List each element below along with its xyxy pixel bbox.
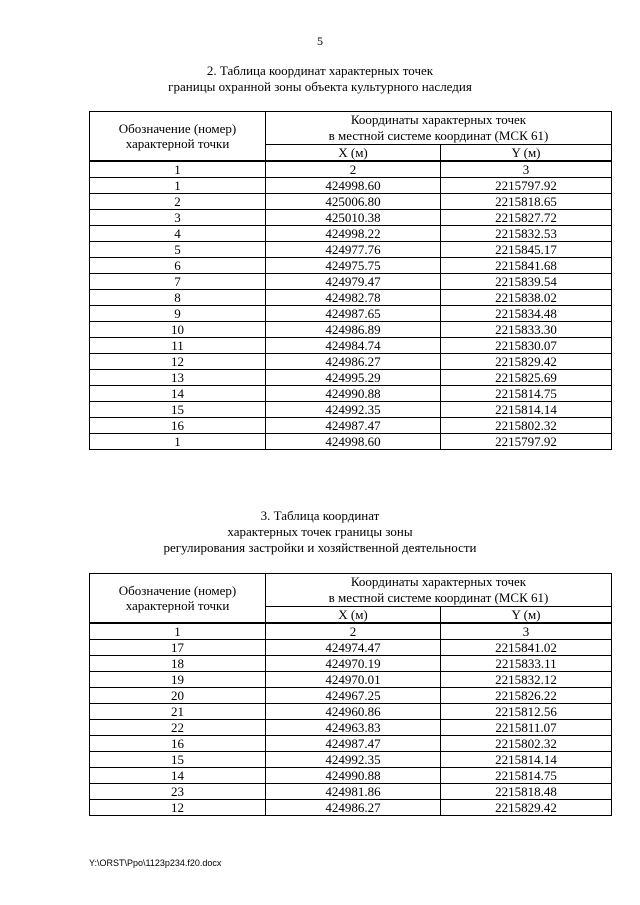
- header-point-label: [90, 574, 266, 624]
- x-coordinate-cell: 424974.47: [266, 640, 441, 656]
- column-numbering-row: [90, 623, 612, 640]
- point-number-cell: 5: [90, 242, 266, 258]
- column-number: 1: [90, 161, 266, 178]
- point-number-cell: 11: [90, 338, 266, 354]
- table-row: [90, 354, 612, 370]
- table-row: [90, 736, 612, 752]
- table-row: [90, 290, 612, 306]
- y-coordinate-cell: 2215826.22: [441, 688, 612, 704]
- table-row: [90, 672, 612, 688]
- header-x: X (м): [266, 145, 441, 162]
- point-number-cell: 18: [90, 656, 266, 672]
- point-number-cell: 15: [90, 752, 266, 768]
- point-number-cell: 10: [90, 322, 266, 338]
- header-line: Обозначение (номер): [118, 583, 237, 598]
- table-row: [90, 322, 612, 338]
- table-row: [90, 258, 612, 274]
- x-coordinate-cell: 424979.47: [266, 274, 441, 290]
- y-coordinate-cell: 2215818.65: [441, 194, 612, 210]
- header-line: в местной системе координат (МСК 61): [328, 590, 549, 605]
- y-coordinate-cell: 2215845.17: [441, 242, 612, 258]
- table-row: [90, 194, 612, 210]
- header-y: Y (м): [441, 607, 612, 624]
- point-number-cell: 16: [90, 418, 266, 434]
- point-number-cell: 4: [90, 226, 266, 242]
- table-row: [90, 688, 612, 704]
- header-line: Обозначение (номер): [118, 121, 237, 136]
- point-number-cell: 6: [90, 258, 266, 274]
- column-number: 2: [266, 161, 441, 178]
- header-line: Координаты характерных точек: [350, 112, 527, 127]
- y-coordinate-cell: 2215814.14: [441, 402, 612, 418]
- y-coordinate-cell: 2215841.68: [441, 258, 612, 274]
- table-row: [90, 704, 612, 720]
- y-coordinate-cell: 2215818.48: [441, 784, 612, 800]
- header-line: характерной точки: [125, 136, 230, 151]
- header-coordinates: [266, 112, 612, 145]
- table-row: [90, 178, 612, 194]
- y-coordinate-cell: 2215830.07: [441, 338, 612, 354]
- x-coordinate-cell: 424998.60: [266, 178, 441, 194]
- header-line: характерной точки: [125, 598, 230, 613]
- y-coordinate-cell: 2215827.72: [441, 210, 612, 226]
- coordinates-table-2: [89, 573, 612, 816]
- x-coordinate-cell: 424986.27: [266, 354, 441, 370]
- column-number: 2: [266, 623, 441, 640]
- y-coordinate-cell: 2215833.30: [441, 322, 612, 338]
- table-row: [90, 402, 612, 418]
- column-number: 3: [441, 161, 612, 178]
- x-coordinate-cell: 424977.76: [266, 242, 441, 258]
- table-row: [90, 720, 612, 736]
- point-number-cell: 1: [90, 178, 266, 194]
- x-coordinate-cell: 424990.88: [266, 386, 441, 402]
- table1-caption: [0, 63, 640, 95]
- header-point-label: [90, 112, 266, 162]
- point-number-cell: 15: [90, 402, 266, 418]
- table-row: [90, 338, 612, 354]
- y-coordinate-cell: 2215832.53: [441, 226, 612, 242]
- y-coordinate-cell: 2215797.92: [441, 434, 612, 450]
- point-number-cell: 19: [90, 672, 266, 688]
- point-number-cell: 17: [90, 640, 266, 656]
- table-row: [90, 274, 612, 290]
- table-row: [90, 306, 612, 322]
- table-row: [90, 210, 612, 226]
- point-number-cell: 12: [90, 354, 266, 370]
- x-coordinate-cell: 424992.35: [266, 402, 441, 418]
- header-line: Координаты характерных точек: [350, 574, 527, 589]
- point-number-cell: 1: [90, 434, 266, 450]
- x-coordinate-cell: 425006.80: [266, 194, 441, 210]
- table2-caption-line: регулирования застройки и хозяйственной деятельности: [163, 540, 477, 555]
- y-coordinate-cell: 2215833.11: [441, 656, 612, 672]
- table1-caption-line: границы охранной зоны объекта культурного наследия: [168, 79, 472, 94]
- x-coordinate-cell: 424987.47: [266, 736, 441, 752]
- x-coordinate-cell: 424970.01: [266, 672, 441, 688]
- x-coordinate-cell: 424960.86: [266, 704, 441, 720]
- y-coordinate-cell: 2215802.32: [441, 736, 612, 752]
- table-row: [90, 434, 612, 450]
- y-coordinate-cell: 2215838.02: [441, 290, 612, 306]
- x-coordinate-cell: 425010.38: [266, 210, 441, 226]
- x-coordinate-cell: 424990.88: [266, 768, 441, 784]
- column-numbering-row: [90, 161, 612, 178]
- table2-caption-line: 3. Таблица координат: [260, 508, 380, 523]
- x-coordinate-cell: 424970.19: [266, 656, 441, 672]
- y-coordinate-cell: 2215812.56: [441, 704, 612, 720]
- column-number: 1: [90, 623, 266, 640]
- point-number-cell: 7: [90, 274, 266, 290]
- table-row: [90, 226, 612, 242]
- table-row: [90, 242, 612, 258]
- table2-body: [90, 623, 612, 816]
- header-coordinates: [266, 574, 612, 607]
- y-coordinate-cell: 2215814.14: [441, 752, 612, 768]
- x-coordinate-cell: 424963.83: [266, 720, 441, 736]
- table1-body: [90, 161, 612, 450]
- x-coordinate-cell: 424987.47: [266, 418, 441, 434]
- y-coordinate-cell: 2215814.75: [441, 386, 612, 402]
- y-coordinate-cell: 2215829.42: [441, 354, 612, 370]
- y-coordinate-cell: 2215841.02: [441, 640, 612, 656]
- coordinates-table-1: [89, 111, 612, 450]
- y-coordinate-cell: 2215802.32: [441, 418, 612, 434]
- table-row: [90, 386, 612, 402]
- y-coordinate-cell: 2215814.75: [441, 768, 612, 784]
- header-line: в местной системе координат (МСК 61): [328, 128, 549, 143]
- table-row: [90, 640, 612, 656]
- point-number-cell: 3: [90, 210, 266, 226]
- table-row: [90, 418, 612, 434]
- point-number-cell: 9: [90, 306, 266, 322]
- file-path-footer: Y:\ORST\Ppo\1123p234.f20.docx: [89, 858, 222, 868]
- y-coordinate-cell: 2215834.48: [441, 306, 612, 322]
- table2-caption-line: характерных точек границы зоны: [227, 524, 413, 539]
- table2-caption: [0, 508, 640, 556]
- x-coordinate-cell: 424981.86: [266, 784, 441, 800]
- x-coordinate-cell: 424998.22: [266, 226, 441, 242]
- table-row: [90, 752, 612, 768]
- table-row: [90, 768, 612, 784]
- y-coordinate-cell: 2215839.54: [441, 274, 612, 290]
- y-coordinate-cell: 2215797.92: [441, 178, 612, 194]
- point-number-cell: 20: [90, 688, 266, 704]
- x-coordinate-cell: 424984.74: [266, 338, 441, 354]
- point-number-cell: 2: [90, 194, 266, 210]
- y-coordinate-cell: 2215811.07: [441, 720, 612, 736]
- point-number-cell: 8: [90, 290, 266, 306]
- x-coordinate-cell: 424992.35: [266, 752, 441, 768]
- x-coordinate-cell: 424967.25: [266, 688, 441, 704]
- y-coordinate-cell: 2215832.12: [441, 672, 612, 688]
- point-number-cell: 12: [90, 800, 266, 816]
- y-coordinate-cell: 2215825.69: [441, 370, 612, 386]
- point-number-cell: 14: [90, 768, 266, 784]
- table-row: [90, 784, 612, 800]
- page-number: 5: [317, 34, 323, 48]
- table1-caption-line: 2. Таблица координат характерных точек: [206, 63, 434, 78]
- column-number: 3: [441, 623, 612, 640]
- x-coordinate-cell: 424986.89: [266, 322, 441, 338]
- table-row: [90, 800, 612, 816]
- x-coordinate-cell: 424987.65: [266, 306, 441, 322]
- table-row: [90, 370, 612, 386]
- header-x: X (м): [266, 607, 441, 624]
- y-coordinate-cell: 2215829.42: [441, 800, 612, 816]
- point-number-cell: 16: [90, 736, 266, 752]
- point-number-cell: 23: [90, 784, 266, 800]
- point-number-cell: 14: [90, 386, 266, 402]
- point-number-cell: 21: [90, 704, 266, 720]
- x-coordinate-cell: 424982.78: [266, 290, 441, 306]
- x-coordinate-cell: 424986.27: [266, 800, 441, 816]
- x-coordinate-cell: 424998.60: [266, 434, 441, 450]
- x-coordinate-cell: 424995.29: [266, 370, 441, 386]
- point-number-cell: 13: [90, 370, 266, 386]
- header-y: Y (м): [441, 145, 612, 162]
- x-coordinate-cell: 424975.75: [266, 258, 441, 274]
- point-number-cell: 22: [90, 720, 266, 736]
- table-row: [90, 656, 612, 672]
